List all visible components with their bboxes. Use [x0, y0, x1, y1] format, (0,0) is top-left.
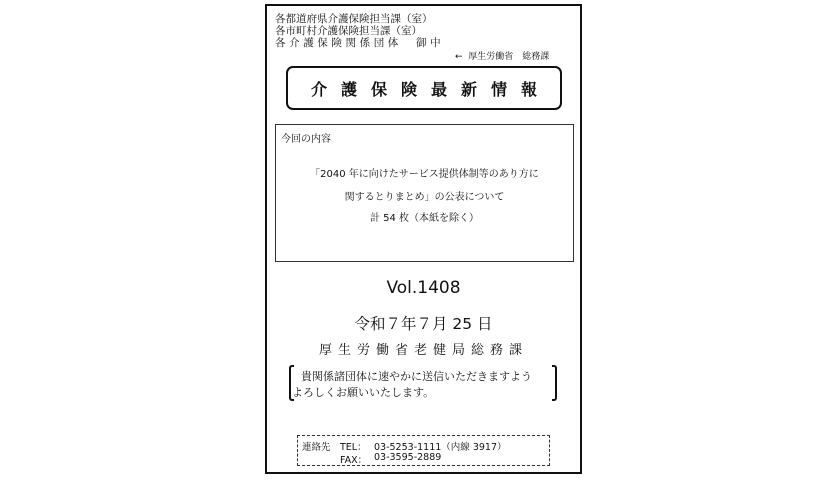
issuing-department: 厚生労働省老健局総務課 — [318, 343, 528, 358]
request-note — [289, 365, 557, 403]
right-bracket — [552, 365, 557, 401]
page-title: 介護保険最新情報 — [310, 79, 551, 99]
arrow-left-icon: ← — [455, 52, 463, 62]
contents-page-count: 計 54 枚（本紙を除く） — [369, 213, 480, 224]
contents-label: 今回の内容 — [281, 134, 331, 145]
tel-number: 03-5253-1111（内線 3917） — [374, 442, 507, 453]
document-page — [265, 4, 582, 474]
issue-date: 令和７年７月 25 日 — [354, 315, 493, 333]
sender-name: 厚生労働省 総務課 — [468, 52, 550, 62]
recipient-municipalities: 各市町村介護保険担当課（室） — [275, 25, 422, 37]
request-line-2: よろしくお願いいたします。 — [292, 386, 435, 399]
fax-number: 03-3595-2889 — [374, 452, 442, 463]
tel-label: TEL： — [340, 442, 367, 453]
title-box — [286, 66, 562, 110]
contact-label: 連絡先 — [302, 442, 331, 453]
contents-line-1: 「2040 年に向けたサービス提供体制等のあり方に — [310, 169, 539, 180]
contents-box — [275, 124, 574, 262]
sender — [455, 49, 549, 62]
recipient-prefectures: 各都道府県介護保険担当課（室） — [275, 13, 433, 25]
recipient-organizations: 各介護保険関係団体 御中 — [275, 37, 445, 49]
contents-line-2: 関するとりまとめ」の公表について — [344, 192, 505, 203]
recipients — [275, 13, 444, 49]
volume-number: Vol.1408 — [386, 278, 461, 298]
request-line-1: 貴関係諸団体に速やかに送信いただきますよう — [301, 370, 532, 383]
contact-box — [297, 435, 550, 466]
fax-label: FAX： — [340, 455, 368, 466]
